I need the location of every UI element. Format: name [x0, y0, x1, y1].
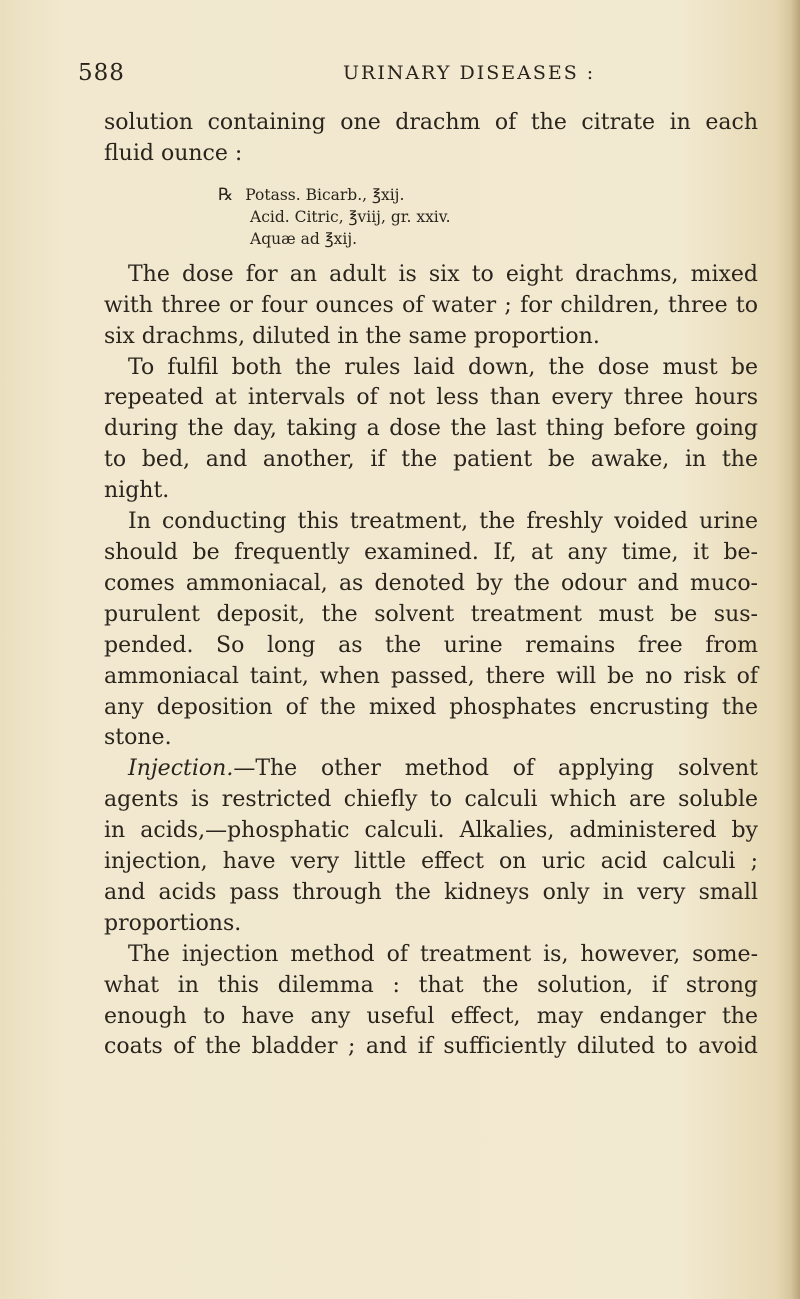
text-line: The injection method of treatment is, however, some- — [128, 941, 758, 967]
text-line: coats of the bladder ; and if sufficiently diluted to avoid — [104, 1034, 758, 1060]
text-line: fluid ounce : — [104, 140, 243, 166]
text-line: during the day, taking a dose the last thing before going — [104, 416, 758, 442]
text-line: to bed, and another, if the patient be awake, in the — [104, 447, 758, 473]
text-line: night. — [104, 478, 170, 504]
page-edge — [790, 0, 800, 1299]
prescription-line: Aquæ ad ℥xij. — [250, 229, 358, 248]
text-line: and acids pass through the kidneys only in very small — [104, 879, 758, 905]
text-line: solution containing one drachm of the citrate in each — [104, 110, 758, 135]
text-line: injection, have very little effect on uric acid calculi ; — [104, 849, 758, 875]
text-line: six drachms, diluted in the same proportion. — [104, 323, 600, 349]
text-line: any deposition of the mixed phosphates encrusting the — [104, 694, 758, 720]
text-line: proportions. — [104, 910, 242, 936]
running-title: URINARY DISEASES : — [343, 62, 596, 84]
text-line: agents is restricted chiefly to calculi which are soluble — [104, 787, 758, 813]
text-line: Injection.—The other method of applying solvent — [128, 756, 758, 782]
text-line: pended. So long as the urine remains free from — [104, 632, 758, 658]
text-line: In conducting this treatment, the freshly voided urine — [128, 509, 758, 535]
recipe-symbol: ℞ — [218, 184, 234, 205]
text-line: stone. — [104, 725, 172, 751]
text-line: enough to have any useful effect, may endanger the — [104, 1003, 758, 1029]
prescription-line: Potass. Bicarb., ℥xij. — [245, 185, 405, 204]
text-line: To fulfil both the rules laid down, the dose must be — [128, 354, 758, 380]
text-line: should be frequently examined. If, at any time, it be- — [104, 539, 758, 565]
prescription — [218, 184, 758, 250]
text-line: in acids,—phosphatic calculi. Alkalies, administered by — [104, 818, 758, 844]
text-line: repeated at intervals of not less than every three hours — [104, 385, 758, 411]
text-line: with three or four ounces of water ; for children, three to — [104, 292, 758, 318]
text-line: comes ammoniacal, as denoted by the odour and muco- — [104, 570, 758, 596]
prescription-line: Acid. Citric, ℥viij, gr. xxiv. — [250, 207, 451, 226]
section-heading: Injection. — [128, 756, 234, 782]
page-number: 588 — [78, 60, 125, 86]
text-line: what in this dilemma : that the solution, if strong — [104, 972, 758, 998]
text-line: The dose for an adult is six to eight drachms, mixed — [128, 261, 758, 287]
text-line: ammoniacal taint, when passed, there will be no risk of — [104, 663, 758, 689]
text-line: purulent deposit, the solvent treatment must be sus- — [104, 601, 758, 627]
body-text — [104, 108, 758, 1063]
page-header — [78, 60, 748, 96]
